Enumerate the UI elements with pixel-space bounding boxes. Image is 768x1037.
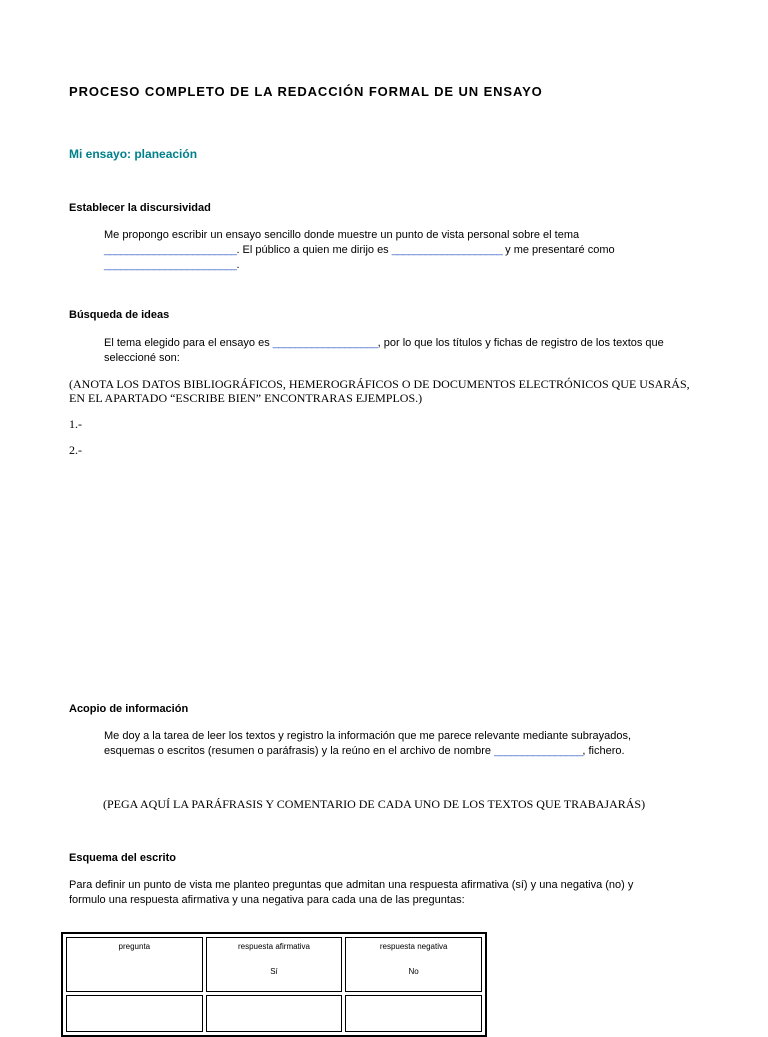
header-cell-negativa [345,937,482,992]
header-sublabel: No [408,967,419,976]
text-run: . El público a quien me dirijo es [236,244,392,256]
paragraph-discursividad [104,228,704,273]
paragraph-esquema [69,878,729,908]
list-item-2: 2.- [69,443,82,457]
document-title: PROCESO COMPLETO DE LA REDACCIÓN FORMAL DE UN ENSAYO [69,84,543,99]
paraphrase-note: (PEGA AQUÍ LA PARÁFRASIS Y COMENTARIO DE CADA UNO DE LOS TEXTOS QUE TRABAJARÁS) [103,797,646,811]
section-heading-busqueda: Búsqueda de ideas [69,309,170,321]
paragraph-line [104,243,704,258]
table-header-row [66,937,482,992]
fill-blank: ________________ [494,745,583,757]
answer-cell[interactable] [206,995,343,1032]
list-item-1: 1.- [69,417,82,431]
note-line: (ANOTA LOS DATOS BIBLIOGRÁFICOS, HEMEROGRÁFICOS O DE DOCUMENTOS ELECTRÓNICOS QUE USARÁS, [69,377,690,391]
header-cell-pregunta [66,937,203,992]
header-sublabel: Sí [270,967,278,976]
paragraph-busqueda [104,336,724,366]
paragraph-line: formulo una respuesta afirmativa y una negativa para cada una de las preguntas: [69,894,465,906]
header-cell-afirmativa [206,937,343,992]
text-run: . [236,259,240,271]
paragraph-line [104,258,704,273]
text-run: esquemas o escritos (resumen o paráfrasis) y la reúno en el archivo de nombre [104,745,495,757]
paragraph-line: seleccioné son: [104,352,180,364]
fill-blank: ________________________ [104,259,237,271]
fill-blank: ____________________ [391,244,503,256]
paragraph-line: Me propongo escribir un ensayo sencillo donde muestre un punto de vista personal sobre el tema [104,229,580,241]
fill-blank: ________________________ [104,244,237,256]
note-line: EN EL APARTADO “ESCRIBE BIEN” ENCONTRARAS EJEMPLOS.) [69,391,423,405]
text-run: El tema elegido para el ensayo es [104,337,273,349]
text-run: , por lo que los títulos y fichas de registro de los textos que [377,337,664,349]
fill-blank: ___________________ [272,337,378,349]
table-row [66,995,482,1032]
questions-table [61,932,487,1037]
header-label: respuesta afirmativa [237,942,310,951]
section-heading-discursividad: Establecer la discursividad [69,202,211,214]
subtitle: Mi ensayo: planeación [69,147,198,161]
bibliography-note [69,377,749,405]
answer-cell[interactable] [345,995,482,1032]
paragraph-acopio [104,729,724,759]
paragraph-line [104,336,724,351]
answer-cell[interactable] [66,995,203,1032]
header-label: pregunta [118,942,151,951]
text-run: , fichero. [582,745,625,757]
paragraph-line [104,744,724,759]
header-label: respuesta negativa [379,942,448,951]
text-run: y me presentaré como [502,244,615,256]
paragraph-line: Para definir un punto de vista me planteo preguntas que admitan una respuesta afirmativa (sí) y una negativa (no) y [69,879,634,891]
section-heading-esquema: Esquema del escrito [69,852,176,864]
paragraph-line: Me doy a la tarea de leer los textos y registro la información que me parece relevante mediante subrayados, [104,730,632,742]
section-heading-acopio: Acopio de información [69,703,189,715]
